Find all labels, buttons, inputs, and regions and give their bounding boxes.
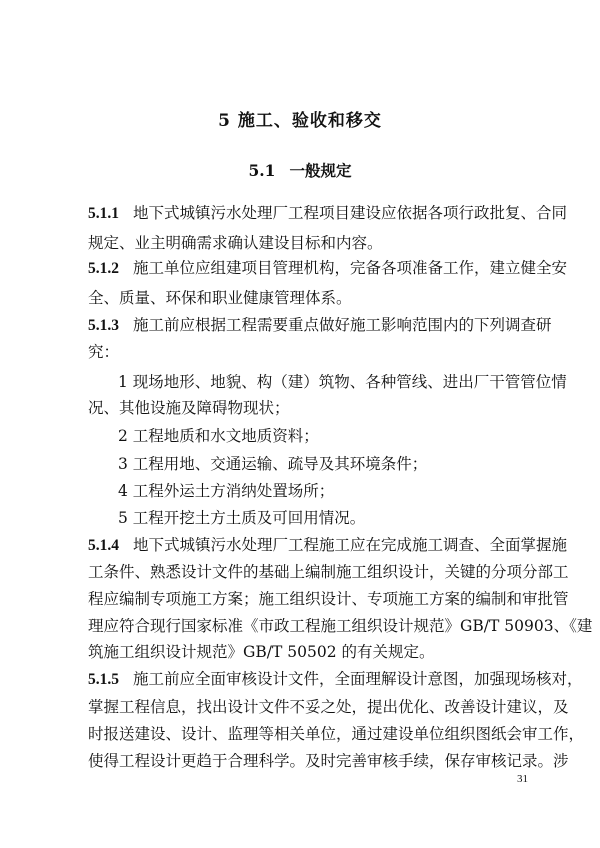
line-text: 1 现场地形、地貌、构（建）筑物、各种管线、进出厂干管管位情 xyxy=(118,373,567,391)
list-item xyxy=(118,508,365,528)
line-text: 地下式城镇污水处理厂工程施工应在完成施工调查、全面掌握施 xyxy=(133,536,568,554)
line-text: 况、其他设施及障碍物现状； xyxy=(88,399,290,417)
text-line xyxy=(88,258,567,279)
line-text: 2 工程地质和水文地质资料； xyxy=(118,427,319,445)
text-line xyxy=(88,751,569,771)
text-line xyxy=(88,669,583,690)
line-text: 施工前应全面审核设计文件，全面理解设计意图，加强现场核对， xyxy=(133,670,583,688)
text-line xyxy=(88,288,352,308)
line-text: 使得工程设计更趋于合理科学。及时完善审核手续，保存审核记录。涉 xyxy=(88,752,569,770)
section-heading xyxy=(0,159,600,181)
clause-number: 5.1.5 xyxy=(88,671,119,688)
line-text: 5 工程开挖土方土质及可回用情况。 xyxy=(118,509,366,527)
section-number: 5.1 xyxy=(248,161,276,180)
text-line xyxy=(88,535,567,556)
section-title: 一般规定 xyxy=(289,161,352,180)
list-item xyxy=(118,481,334,501)
text-line xyxy=(88,616,592,636)
line-text: 筑施工组织设计规范》GB/T 50502 的有关规定。 xyxy=(88,643,435,661)
clause-number: 5.1.2 xyxy=(88,260,119,277)
text-line xyxy=(88,233,383,253)
line-text: 规定、业主明确需求确认建设目标和内容。 xyxy=(88,234,383,252)
text-line xyxy=(88,342,119,362)
text-line xyxy=(88,589,569,609)
line-text: 究： xyxy=(88,343,120,361)
chapter-title: 5 施工、验收和移交 xyxy=(218,111,382,131)
line-text: 时报送建设、设计、监理等相关单位，通过建设单位组织图纸会审工作， xyxy=(88,725,585,743)
text-line xyxy=(88,203,567,224)
list-item xyxy=(118,372,567,392)
line-text: 施工单位应组建项目管理机构，完备各项准备工作，建立健全安 xyxy=(133,259,568,277)
list-item xyxy=(118,426,319,446)
text-line xyxy=(88,697,569,717)
line-text: 4 工程外运土方消纳处置场所； xyxy=(118,482,335,500)
clause-number: 5.1.1 xyxy=(88,205,119,222)
text-line xyxy=(88,724,584,744)
text-line xyxy=(88,642,435,662)
line-text: 理应符合现行国家标准《市政工程施工组织设计规范》GB/T 50903、《建 xyxy=(88,617,593,635)
line-text: 工条件、熟悉设计文件的基础上编制施工组织设计，关键的分项分部工 xyxy=(88,563,569,581)
text-line xyxy=(88,562,569,582)
line-text: 掌握工程信息，找出设计文件不妥之处，提出优化、改善设计建议，及 xyxy=(88,698,569,716)
page-number: 31 xyxy=(517,773,528,785)
clause-number: 5.1.3 xyxy=(88,317,119,334)
clause-number: 5.1.4 xyxy=(88,537,119,554)
line-text: 施工前应根据工程需要重点做好施工影响范围内的下列调查研 xyxy=(133,316,552,334)
text-line xyxy=(88,398,290,418)
line-text: 地下式城镇污水处理厂工程项目建设应依据各项行政批复、合同 xyxy=(133,204,568,222)
line-text: 程应编制专项施工方案；施工组织设计、专项施工方案的编制和审批管 xyxy=(88,590,569,608)
text-line xyxy=(88,315,552,336)
list-item xyxy=(118,454,427,474)
line-text: 3 工程用地、交通运输、疏导及其环境条件； xyxy=(118,455,428,473)
line-text: 全、质量、环保和职业健康管理体系。 xyxy=(88,289,352,307)
